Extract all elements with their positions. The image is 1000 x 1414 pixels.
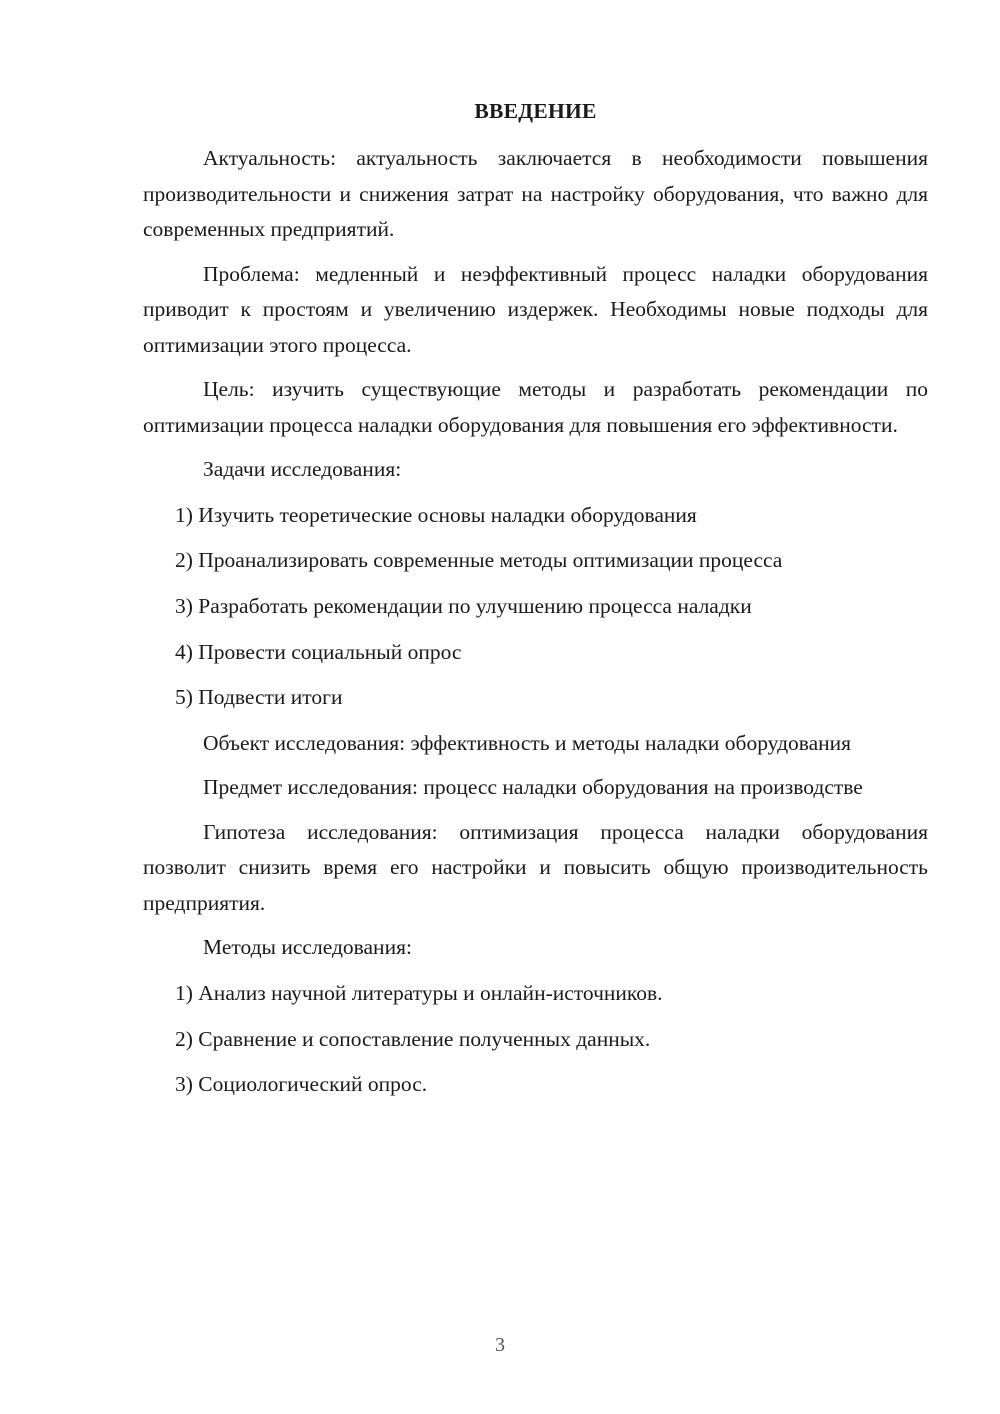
problem-paragraph: Проблема: медленный и неэффективный процесс наладки оборудования приводит к простоям и увеличению издержек. Необходимы новые подходы для оптимизации этого процесса.: [143, 261, 928, 357]
list-item: 2) Сравнение и сопоставление полученных данных.: [175, 1026, 651, 1051]
hypothesis-paragraph: Гипотеза исследования: оптимизация процесса наладки оборудования позволит снизить время его настройки и повысить общую производительность предприятия.: [143, 819, 928, 915]
list-item: 1) Изучить теоретические основы наладки оборудования: [175, 502, 697, 527]
list-item: 5) Подвести итоги: [175, 685, 343, 710]
list-item: 1) Анализ научной литературы и онлайн-источников.: [175, 980, 663, 1005]
methods-list: [143, 976, 928, 1103]
document-title: ВВЕДЕНИЕ: [474, 99, 597, 123]
page-number: 3: [495, 1334, 505, 1356]
list-item: 3) Разработать рекомендации по улучшению процесса наладки: [175, 593, 752, 618]
object-paragraph: Объект исследования: эффективность и методы наладки оборудования: [203, 730, 852, 755]
list-item: 4) Провести социальный опрос: [175, 639, 462, 664]
methods-heading: Методы исследования:: [203, 935, 412, 960]
list-item: 2) Проанализировать современные методы оптимизации процесса: [175, 548, 783, 573]
tasks-list: [143, 498, 928, 716]
subject-paragraph: Предмет исследования: процесс наладки оборудования на производстве: [203, 775, 863, 800]
list-item: 3) Социологический опрос.: [175, 1072, 428, 1097]
document-page: [143, 94, 928, 1113]
tasks-heading: Задачи исследования:: [203, 457, 402, 481]
relevance-paragraph: Актуальность: актуальность заключается в необходимости повышения производительности и снижения затрат на настройку оборудования, что важно для современных предприятий.: [143, 146, 928, 241]
goal-paragraph: Цель: изучить существующие методы и разработать рекомендации по оптимизации процесса наладки оборудования для повышения его эффективности.: [143, 377, 928, 437]
